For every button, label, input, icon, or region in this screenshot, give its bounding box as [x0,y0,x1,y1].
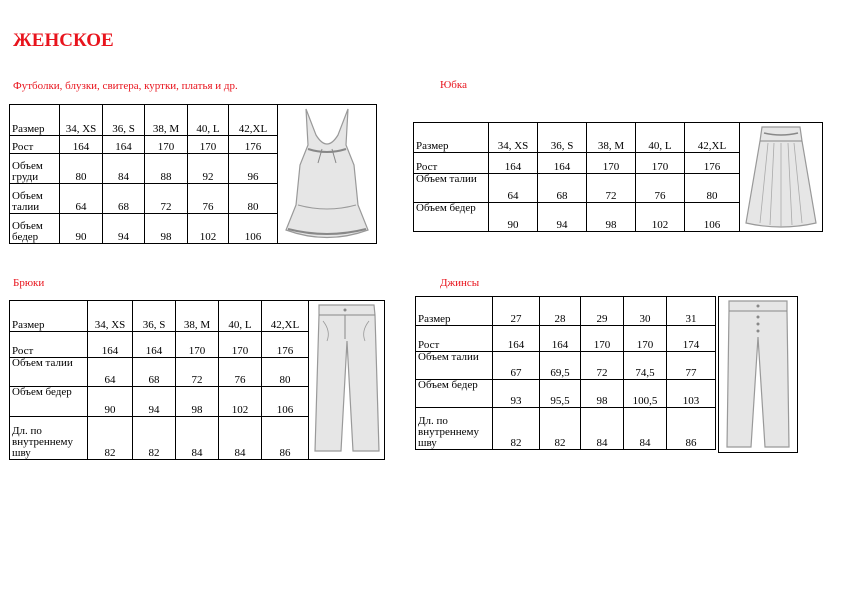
table-cell: 34, XS [60,105,103,136]
table-cell: 72 [581,352,624,380]
table-cell: 77 [667,352,716,380]
table-cell: 90 [60,214,103,244]
table-cell: 164 [103,136,145,154]
table-cell: 29 [581,297,624,326]
table-cell: 74,5 [624,352,667,380]
table-cell: 164 [538,153,587,174]
table-cell: 31 [667,297,716,326]
table-cell: 90 [88,387,133,417]
table-cell: 164 [60,136,103,154]
table-cell: 174 [667,326,716,352]
page-title: ЖЕНСКОЕ [13,30,114,51]
table-cell: 93 [493,380,540,408]
table-cell: 164 [489,153,538,174]
table-cell: 76 [219,358,262,387]
table-cell: 94 [103,214,145,244]
section-label-jeans: Джинсы [440,277,480,289]
table-cell: 170 [188,136,229,154]
table-cell: 80 [262,358,309,387]
row-label: Размер [10,301,88,332]
table-cell: 98 [145,214,188,244]
table-cell: 82 [88,416,133,459]
table-cell: 170 [587,153,636,174]
row-label: Объем груди [10,154,60,184]
table-cell: 95,5 [540,380,581,408]
table-cell: 80 [60,154,103,184]
table-cell: 106 [685,202,740,231]
table-cell: 176 [229,136,278,154]
table-cell: 82 [540,408,581,450]
row-label: Объем талии [416,352,493,380]
row-label: Рост [414,153,489,174]
row-label: Объем талии [414,173,489,202]
section-label-tops: Футболки, блузки, свитера, куртки, платья и др. [13,80,238,92]
jeans-image [718,296,798,453]
table-cell: 96 [229,154,278,184]
table-cell: 94 [538,202,587,231]
table-cell: 88 [145,154,188,184]
row-label: Объем бедер [10,387,88,417]
table-cell: 36, S [133,301,176,332]
table-cell: 94 [133,387,176,417]
table-cell: 68 [538,173,587,202]
table-cell: 170 [176,331,219,358]
table-cell: 69,5 [540,352,581,380]
row-label: Размер [414,123,489,153]
skirt-image [740,123,823,232]
table-cell: 36, S [103,105,145,136]
table-cell: 84 [176,416,219,459]
table-cell: 64 [88,358,133,387]
size-table-trousers [9,300,385,460]
section-label-skirt: Юбка [440,79,467,91]
row-label: Дл. по внутреннему шву [10,416,88,459]
table-cell: 42,XL [685,123,740,153]
table-row [416,352,716,380]
size-table-skirt [413,122,823,232]
table-cell: 38, M [145,105,188,136]
table-cell: 86 [667,408,716,450]
top-dress-image [278,105,377,244]
row-label: Рост [10,136,60,154]
table-cell: 67 [493,352,540,380]
table-cell: 170 [581,326,624,352]
trousers-sketch-icon [309,301,384,459]
table-cell: 38, M [587,123,636,153]
skirt-sketch-icon [740,123,822,231]
table-cell: 82 [133,416,176,459]
table-cell: 68 [103,184,145,214]
table-cell: 164 [540,326,581,352]
table-cell: 64 [60,184,103,214]
table-cell: 86 [262,416,309,459]
table-row [416,380,716,408]
size-table-jeans [415,296,716,450]
table-cell: 64 [489,173,538,202]
table-cell: 40, L [188,105,229,136]
table-cell: 80 [685,173,740,202]
table-row [416,408,716,450]
trousers-image [309,301,385,460]
table-cell: 164 [133,331,176,358]
table-cell: 80 [229,184,278,214]
table-cell: 84 [103,154,145,184]
table-cell: 170 [145,136,188,154]
table-cell: 90 [489,202,538,231]
table-cell: 84 [624,408,667,450]
table-cell: 176 [262,331,309,358]
table-cell: 170 [624,326,667,352]
table-cell: 40, L [219,301,262,332]
table-cell: 102 [188,214,229,244]
table-cell: 28 [540,297,581,326]
table-cell: 106 [229,214,278,244]
table-cell: 42,XL [262,301,309,332]
table-cell: 34, XS [88,301,133,332]
table-cell: 164 [493,326,540,352]
table-cell: 68 [133,358,176,387]
size-table-tops [9,104,377,244]
table-cell: 84 [219,416,262,459]
row-label: Рост [10,331,88,358]
table-cell: 72 [145,184,188,214]
table-cell: 36, S [538,123,587,153]
table-cell: 98 [176,387,219,417]
table-cell: 34, XS [489,123,538,153]
table-cell: 40, L [636,123,685,153]
table-cell: 176 [685,153,740,174]
top-dress-sketch-icon [278,105,376,243]
table-cell: 164 [88,331,133,358]
table-cell: 102 [219,387,262,417]
table-cell: 76 [636,173,685,202]
row-label: Объем бедер [416,380,493,408]
table-row [10,105,377,136]
row-label: Размер [10,105,60,136]
table-cell: 30 [624,297,667,326]
table-cell: 170 [636,153,685,174]
table-row [416,326,716,352]
table-row [416,297,716,326]
table-cell: 72 [587,173,636,202]
table-cell: 92 [188,154,229,184]
table-row [10,301,385,332]
table-cell: 38, M [176,301,219,332]
table-cell: 98 [587,202,636,231]
row-label: Рост [416,326,493,352]
section-label-trousers: Брюки [13,277,45,289]
table-row [414,123,823,153]
table-cell: 106 [262,387,309,417]
table-cell: 72 [176,358,219,387]
table-cell: 76 [188,184,229,214]
table-cell: 27 [493,297,540,326]
row-label: Дл. по внутреннему шву [416,408,493,450]
row-label: Размер [416,297,493,326]
table-cell: 100,5 [624,380,667,408]
table-cell: 102 [636,202,685,231]
jeans-sketch-icon [719,297,797,452]
table-cell: 98 [581,380,624,408]
row-label: Объем бедер [10,214,60,244]
table-cell: 82 [493,408,540,450]
table-cell: 170 [219,331,262,358]
table-cell: 42,XL [229,105,278,136]
table-cell: 103 [667,380,716,408]
row-label: Объем бедер [414,202,489,231]
table-cell: 84 [581,408,624,450]
row-label: Объем талии [10,358,88,387]
row-label: Объем талии [10,184,60,214]
